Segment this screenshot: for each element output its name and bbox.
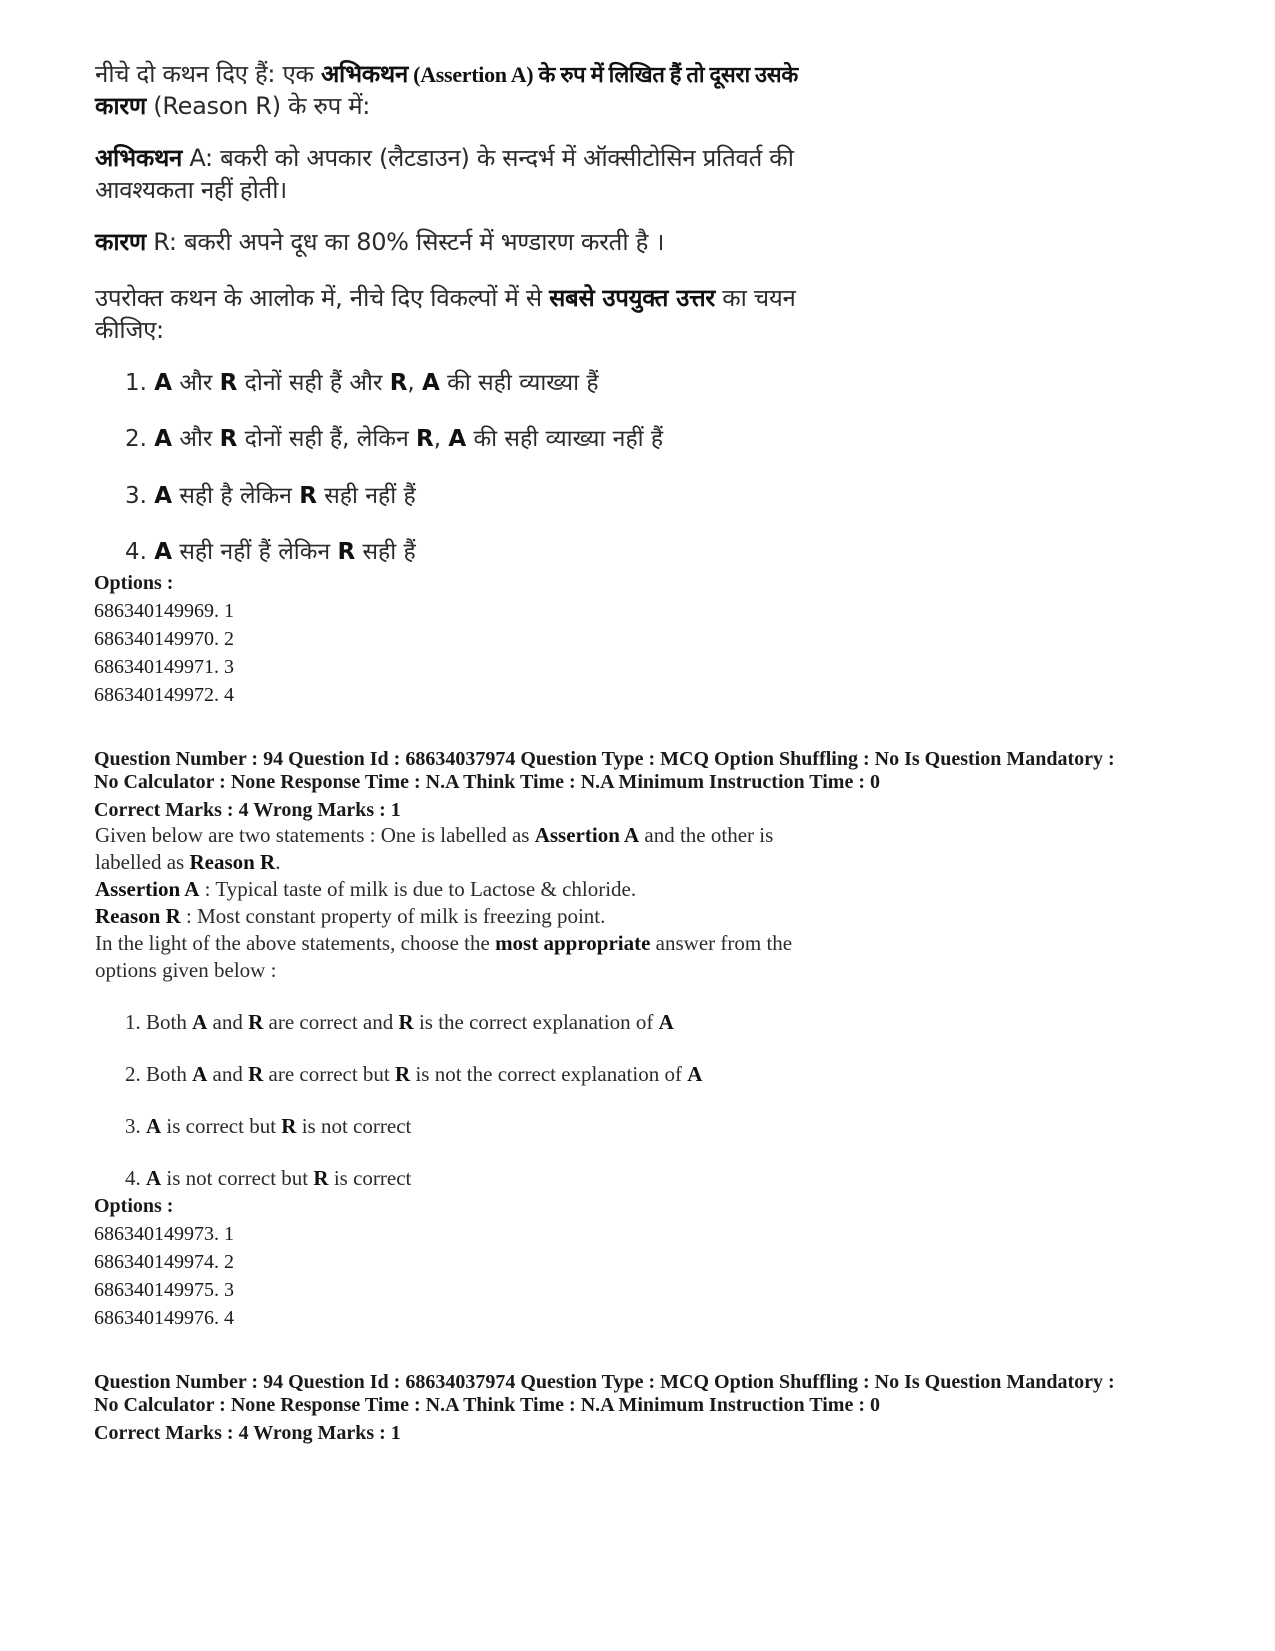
hindi-option-1: 1. A और R दोनों सही हैं और R, A की सही व्याख्या हैं bbox=[125, 370, 599, 396]
english-option-1: 1. Both A and R are correct and R is the correct explanation of A bbox=[125, 1010, 674, 1034]
option-id: 686340149976. 4 bbox=[94, 1307, 234, 1329]
option-id: 686340149972. 4 bbox=[94, 684, 234, 706]
hindi-intro-line-2: कारण (Reason R) के रुप में: bbox=[95, 92, 371, 120]
question-meta-line-1: Question Number : 94 Question Id : 68634037974 Question Type : MCQ Option Shuffling : No Is Question Mandatory : bbox=[94, 1371, 1115, 1393]
question-meta-line-1: Question Number : 94 Question Id : 68634037974 Question Type : MCQ Option Shuffling : No Is Question Mandatory : bbox=[94, 748, 1115, 770]
hindi-option-3: 3. A सही है लेकिन R सही नहीं हैं bbox=[125, 483, 416, 509]
hindi-option-4: 4. A सही नहीं हैं लेकिन R सही हैं bbox=[125, 539, 416, 565]
hindi-reason: कारण R: बकरी अपने दूध का 80% सिस्टर्न में भण्डारण करती है । bbox=[95, 228, 665, 256]
option-id: 686340149974. 2 bbox=[94, 1251, 234, 1273]
hindi-assertion-line-2: आवश्यकता नहीं होती। bbox=[95, 176, 287, 204]
options-label: Options : bbox=[94, 572, 174, 594]
question-meta-line-2: No Calculator : None Response Time : N.A Think Time : N.A Minimum Instruction Time : 0 bbox=[94, 1394, 880, 1416]
english-assertion: Assertion A : Typical taste of milk is due to Lactose & chloride. bbox=[95, 877, 637, 901]
english-option-3: 3. A is correct but R is not correct bbox=[125, 1114, 412, 1138]
question-marks: Correct Marks : 4 Wrong Marks : 1 bbox=[94, 1422, 401, 1444]
hindi-option-2: 2. A और R दोनों सही हैं, लेकिन R, A की सही व्याख्या नहीं हैं bbox=[125, 426, 664, 452]
english-intro-line-2: labelled as Reason R. bbox=[95, 850, 281, 874]
hindi-instruction-line-1: उपरोक्त कथन के आलोक में, नीचे दिए विकल्पों में से सबसे उपयुक्त उत्तर का चयन bbox=[95, 284, 796, 312]
options-label: Options : bbox=[94, 1195, 174, 1217]
english-option-4: 4. A is not correct but R is correct bbox=[125, 1166, 412, 1190]
english-instruction-line-2: options given below : bbox=[95, 958, 277, 982]
hindi-intro-line-1: नीचे दो कथन दिए हैं: एक अभिकथन (Assertion A) के रुप में लिखित हैं तो दूसरा उसके bbox=[95, 60, 798, 88]
english-option-2: 2. Both A and R are correct but R is not the correct explanation of A bbox=[125, 1062, 703, 1086]
question-marks: Correct Marks : 4 Wrong Marks : 1 bbox=[94, 799, 401, 821]
english-intro-line-1: Given below are two statements : One is labelled as Assertion A and the other is bbox=[95, 823, 774, 847]
question-meta-line-2: No Calculator : None Response Time : N.A Think Time : N.A Minimum Instruction Time : 0 bbox=[94, 771, 880, 793]
option-id: 686340149970. 2 bbox=[94, 628, 234, 650]
option-id: 686340149969. 1 bbox=[94, 600, 234, 622]
hindi-assertion-line-1: अभिकथन A: बकरी को अपकार (लैटडाउन) के सन्दर्भ में ऑक्सीटोसिन प्रतिवर्त की bbox=[95, 144, 794, 172]
english-instruction-line-1: In the light of the above statements, choose the most appropriate answer from the bbox=[95, 931, 793, 955]
english-reason: Reason R : Most constant property of milk is freezing point. bbox=[95, 904, 606, 928]
hindi-instruction-line-2: कीजिए: bbox=[95, 316, 164, 344]
option-id: 686340149971. 3 bbox=[94, 656, 234, 678]
option-id: 686340149975. 3 bbox=[94, 1279, 234, 1301]
option-id: 686340149973. 1 bbox=[94, 1223, 234, 1245]
